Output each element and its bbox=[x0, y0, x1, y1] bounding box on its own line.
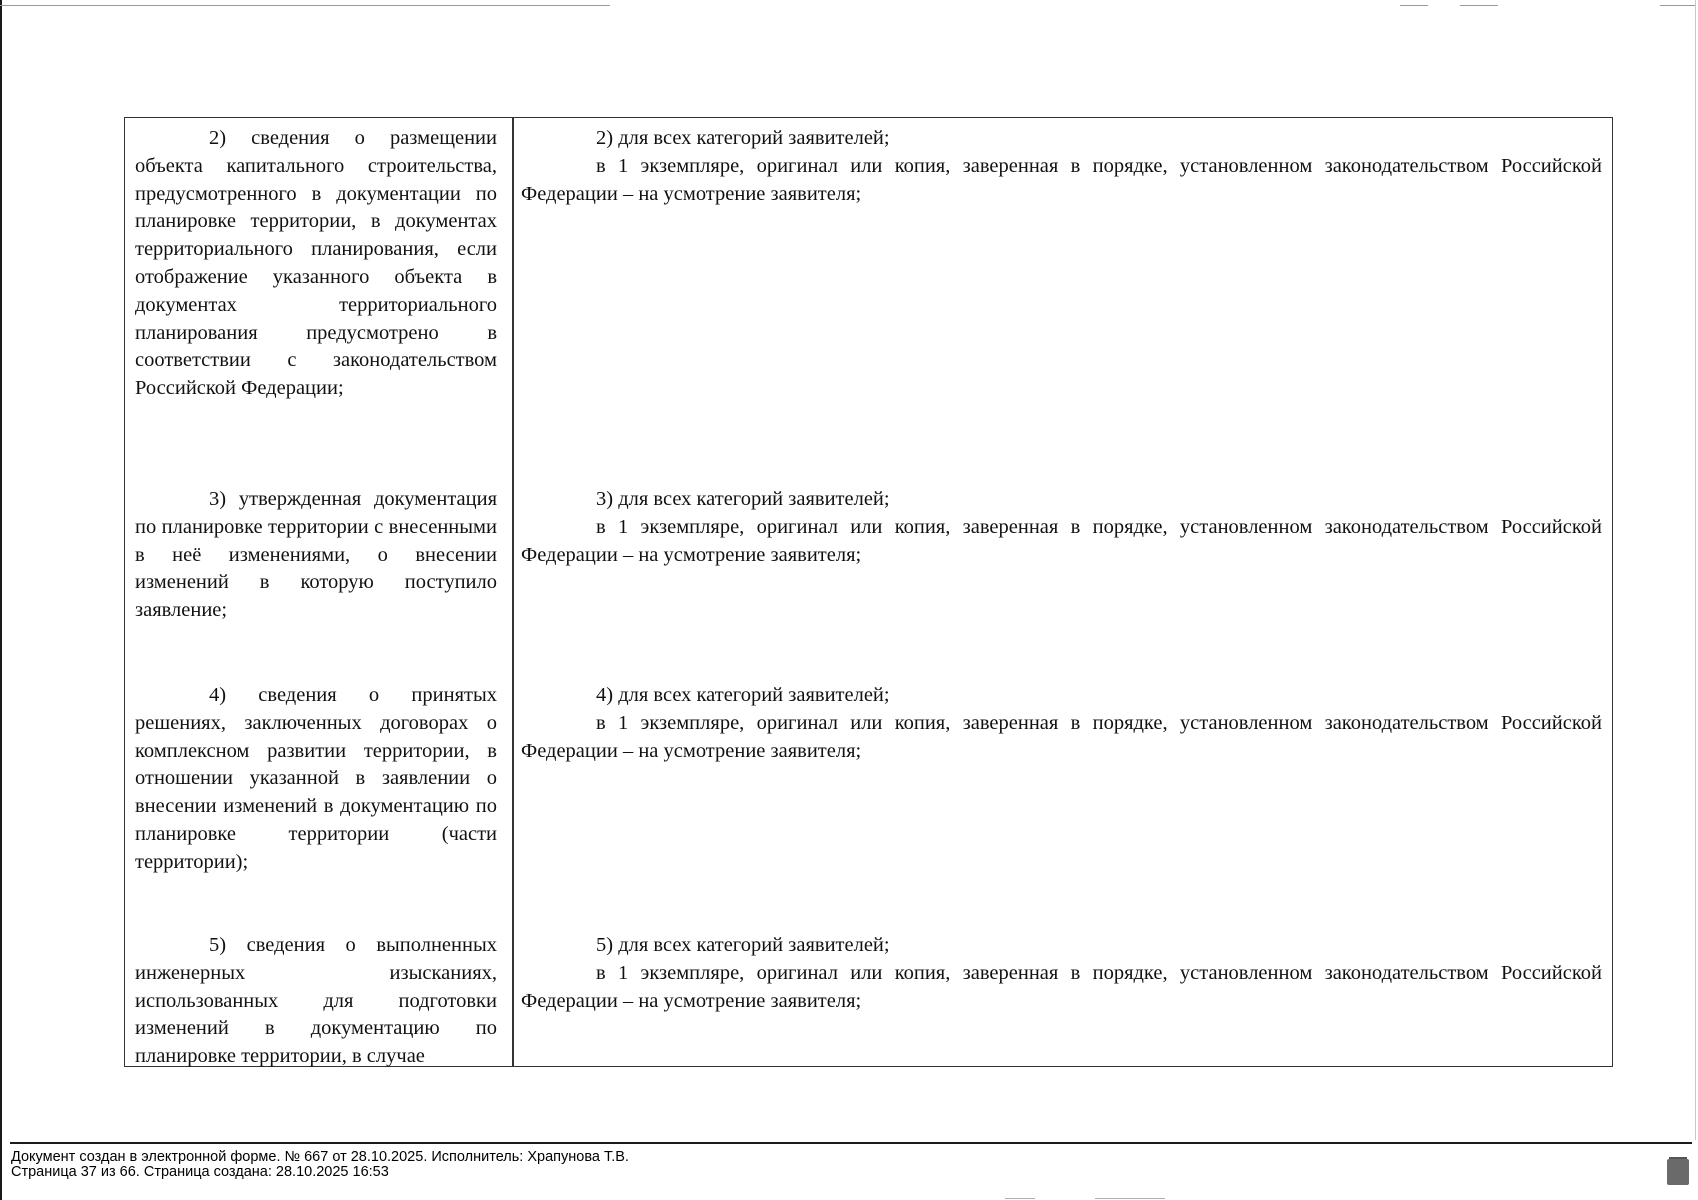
applicant-category: 3) для всех категорий заявителей; bbox=[596, 488, 890, 510]
applicant-category: 2) для всех категорий заявителей; bbox=[596, 127, 890, 149]
scan-bottom-rule bbox=[1005, 1198, 1035, 1199]
applicant-category: 5) для всех категорий заявителей; bbox=[596, 934, 890, 956]
scan-edge-left bbox=[0, 0, 2, 1200]
scan-bottom-rule bbox=[1095, 1198, 1165, 1199]
scan-edge-right bbox=[1695, 0, 1696, 1140]
submission-terms-cell bbox=[521, 125, 1602, 208]
scan-top-rule bbox=[1400, 5, 1428, 6]
copy-requirements: в 1 экземпляре, оригинал или копия, заверенная в порядке, установленном законодательством Российской Федерации – на усмотрение заявителя; bbox=[521, 711, 1602, 762]
scan-top-rule bbox=[1660, 5, 1696, 6]
submission-terms-cell bbox=[521, 932, 1602, 1015]
document-description-cell: 2) сведения о размещении объекта капитального строительства, предусмотренного в документации по планировке территории, в документах территориального планирования, если отображение указанного объекта в документах территориального планирования предусмотрено в соответствии с законодательством Российской Федерации; bbox=[135, 127, 497, 400]
submission-terms-cell bbox=[521, 682, 1602, 765]
footer-page-info: Страница 37 из 66. Страница создана: 28.10.2025 16:53 bbox=[11, 1164, 389, 1180]
document-description-cell: 4) сведения о принятых решениях, заключенных договорах о комплексном развитии территории, в отношении указанной в заявлении о внесении изменений в документацию по планировке территории (части территории); bbox=[135, 684, 497, 873]
document-footer bbox=[11, 1150, 629, 1180]
submission-terms-cell bbox=[521, 486, 1602, 569]
document-description-cell: 5) сведения о выполненных инженерных изысканиях, использованных для подготовки изменений в документацию по планировке территории, в случае bbox=[135, 934, 497, 1068]
documents-table bbox=[124, 117, 1613, 1067]
copy-requirements: в 1 экземпляре, оригинал или копия, заверенная в порядке, установленном законодательством Российской Федерации – на усмотрение заявителя; bbox=[521, 154, 1602, 205]
scan-top-rule bbox=[1460, 5, 1498, 6]
copy-requirements: в 1 экземпляре, оригинал или копия, заверенная в порядке, установленном законодательством Российской Федерации – на усмотрение заявителя; bbox=[521, 961, 1602, 1012]
scan-top-rule bbox=[0, 5, 610, 6]
footer-document-info: Документ создан в электронной форме. № 667 от 28.10.2025. Исполнитель: Храпунова Т.В. bbox=[11, 1149, 629, 1165]
emblem-icon bbox=[1666, 1149, 1690, 1185]
footer-divider bbox=[10, 1142, 1692, 1144]
copy-requirements: в 1 экземпляре, оригинал или копия, заверенная в порядке, установленном законодательством Российской Федерации – на усмотрение заявителя; bbox=[521, 515, 1602, 566]
column-divider bbox=[512, 118, 514, 1066]
applicant-category: 4) для всех категорий заявителей; bbox=[596, 684, 890, 706]
document-description-cell: 3) утвержденная документация по планировке территории с внесенными в неё изменениями, о внесении изменений в которую поступило заявление; bbox=[135, 488, 497, 622]
